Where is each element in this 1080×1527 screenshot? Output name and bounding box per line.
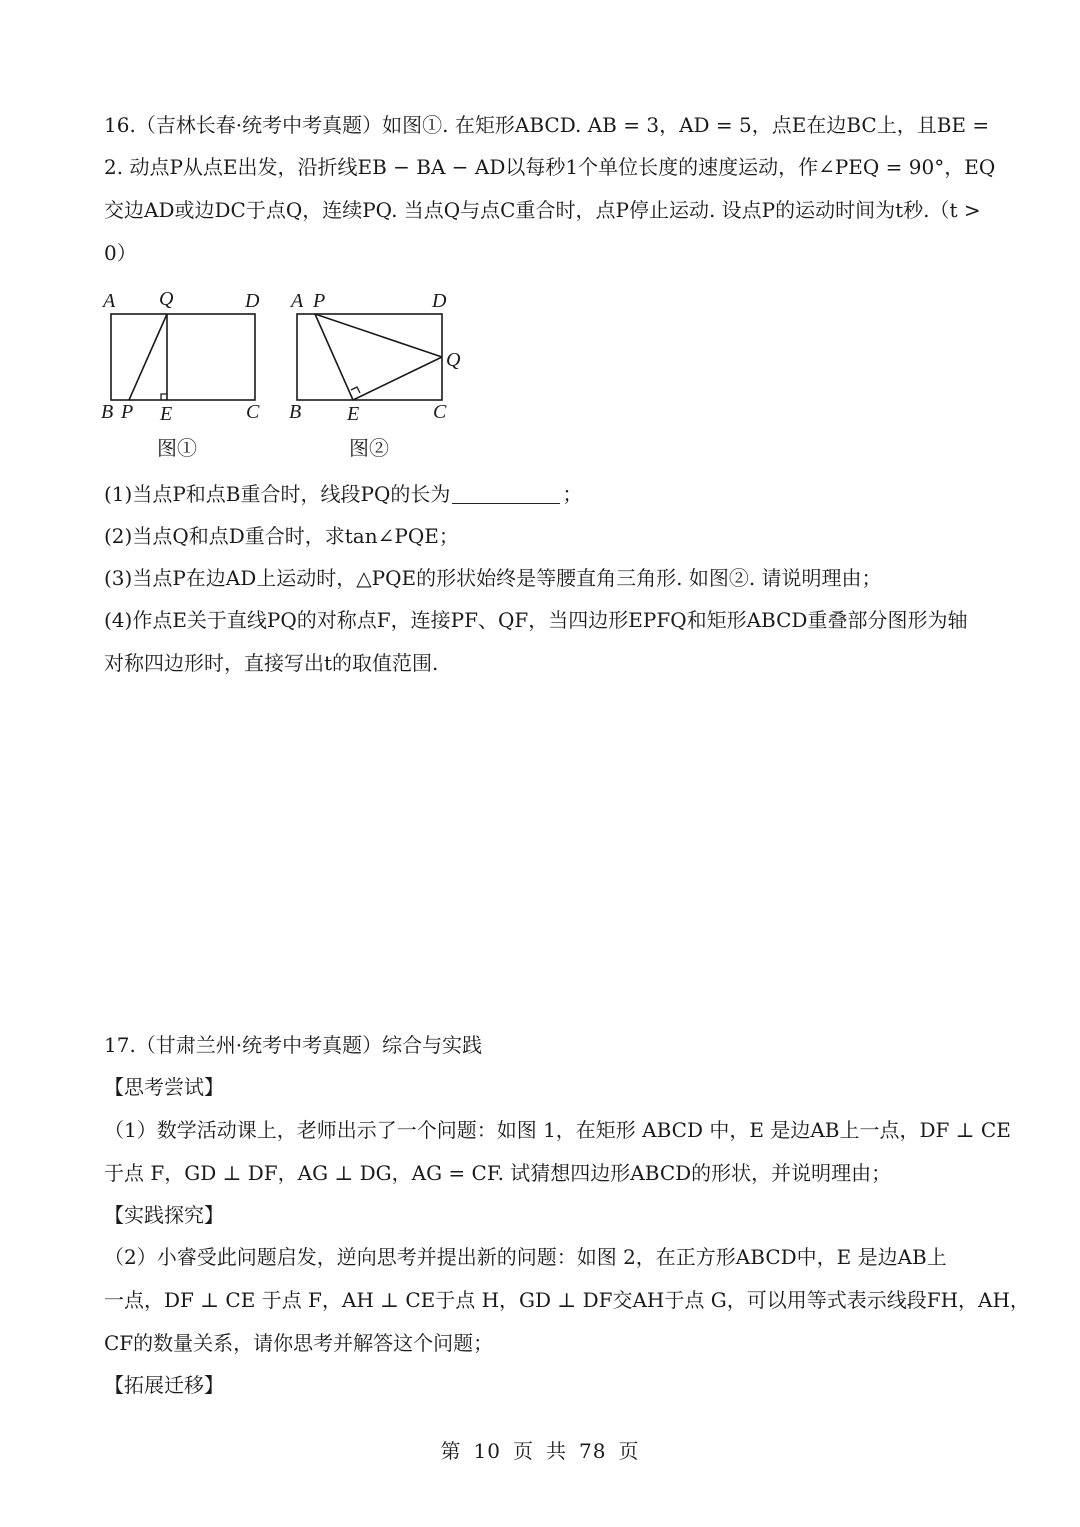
q16-sub-1-text: (1)当点P和点B重合时，线段PQ的长为 xyxy=(104,482,451,506)
q17-section-extension: 【拓展迁移】 xyxy=(104,1373,224,1397)
label-d: D xyxy=(432,290,447,312)
q17-part-2-line-1: （2）小睿受此问题启发，逆向思考并提出新的问题：如图 2，在正方形ABCD中，E 是边AB上 xyxy=(104,1245,947,1269)
q16-sub-4-line-2: 对称四边形时，直接写出t的取值范围. xyxy=(104,651,439,675)
q17-part-2-line-3: CF的数量关系，请你思考并解答这个问题； xyxy=(104,1331,494,1355)
right-angle-mark xyxy=(351,387,360,393)
segment-pq xyxy=(129,314,167,400)
label-c: C xyxy=(433,401,447,423)
q16-sub-1-end: ； xyxy=(562,482,583,506)
label-b: B xyxy=(289,401,302,423)
label-a: A xyxy=(291,290,304,312)
q17-part-1-line-2: 于点 F，GD ⊥ DF，AG ⊥ DG，AG = CF. 试猜想四边形ABCD的形状，并说明理由； xyxy=(104,1161,892,1185)
page-total: 78 xyxy=(579,1439,607,1463)
q16-text-line-2: 2. 动点P从点E出发，沿折线EB − BA − AD以每秒1个单位长度的速度运动，作∠PEQ = 90°，EQ xyxy=(104,155,996,179)
q17-part-1-line-1: （1）数学活动课上，老师出示了一个问题：如图 1，在矩形 ABCD 中，E 是边AB上一点，DF ⊥ CE xyxy=(104,1118,1011,1142)
q16-text-line-1: 16.（吉林长春·统考中考真题）如图①. 在矩形ABCD. AB = 3，AD = 5，点E在边BC上，且BE = xyxy=(104,113,990,137)
figure-2 xyxy=(285,284,470,429)
segment-eq xyxy=(353,357,442,400)
figure-1-diagram xyxy=(96,284,276,429)
segment-pq xyxy=(315,314,442,357)
page-number: 10 xyxy=(473,1439,501,1463)
q17-title: 17.（甘肃兰州·统考中考真题）综合与实践 xyxy=(104,1033,483,1057)
label-p: P xyxy=(313,290,326,312)
figure-1 xyxy=(96,284,276,429)
q16-sub-3: (3)当点P在边AD上运动时，△PQE的形状始终是等腰直角三角形. 如图②. 请说明理由； xyxy=(104,566,882,590)
label-e: E xyxy=(347,403,360,425)
label-e: E xyxy=(160,403,173,425)
label-c: C xyxy=(246,401,260,423)
label-b: B xyxy=(101,401,114,423)
figure-1-caption: 图① xyxy=(157,436,197,460)
figure-2-caption: 图② xyxy=(349,436,389,460)
label-d: D xyxy=(245,290,260,312)
label-a: A xyxy=(103,290,116,312)
label-q: Q xyxy=(446,349,461,371)
q16-sub-1 xyxy=(104,479,984,509)
footer-ye: 页 xyxy=(513,1439,534,1463)
figure-2-diagram xyxy=(285,284,470,429)
q16-text-line-4: 0） xyxy=(104,241,137,265)
label-q: Q xyxy=(159,288,174,310)
answer-blank[interactable] xyxy=(452,483,560,504)
q16-sub-2: (2)当点Q和点D重合时，求tan∠PQE； xyxy=(104,524,459,548)
segment-pe xyxy=(315,314,353,400)
q17-section-thinking: 【思考尝试】 xyxy=(104,1075,224,1099)
q17-part-2-line-2: 一点，DF ⊥ CE 于点 F，AH ⊥ CE于点 H，GD ⊥ DF交AH于点 G，可以用等式表示线段FH，AH， xyxy=(104,1288,1030,1312)
q16-sub-4-line-1: (4)作点E关于直线PQ的对称点F，连接PF、QF，当四边形EPFQ和矩形ABCD重叠部分图形为轴 xyxy=(104,608,968,632)
footer-ye-2: 页 xyxy=(618,1439,640,1463)
label-p: P xyxy=(121,401,134,423)
page-footer xyxy=(0,1435,1080,1464)
rectangle-abcd xyxy=(297,314,442,400)
footer-gong: 共 xyxy=(546,1439,567,1463)
q17-section-practice: 【实践探究】 xyxy=(104,1203,224,1227)
rectangle-abcd xyxy=(111,314,255,400)
q16-text-line-3: 交边AD或边DC于点Q，连续PQ. 当点Q与点C重合时，点P停止运动. 设点P的运动时间为t秒.（t > xyxy=(104,198,981,222)
footer-di: 第 xyxy=(440,1439,462,1463)
right-angle-mark xyxy=(161,394,167,400)
